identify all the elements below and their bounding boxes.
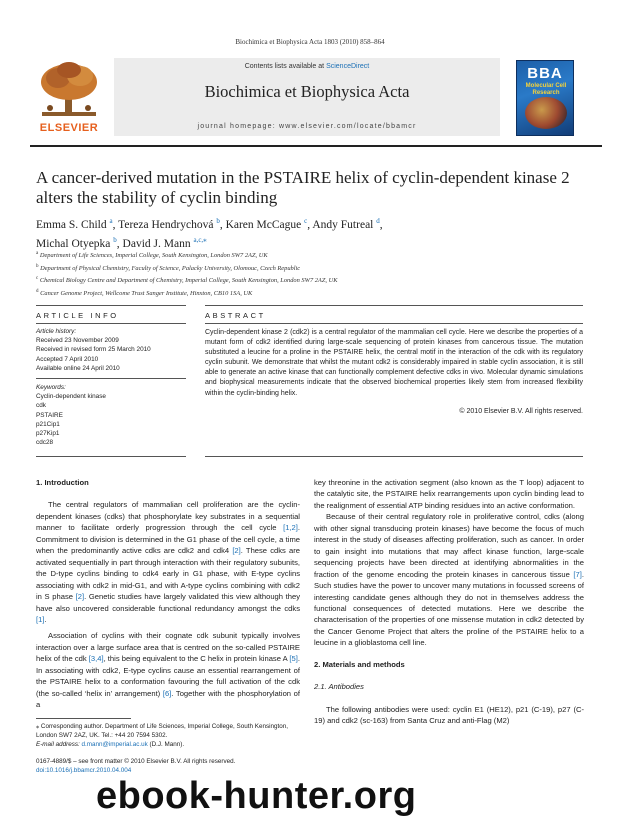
journal-title: Biochimica et Biophysica Acta (204, 82, 410, 101)
keyword[interactable]: p27Kip1 (36, 430, 60, 438)
methods-heading: 2. Materials and methods (314, 659, 405, 669)
citation-link[interactable]: [1] (36, 614, 45, 624)
history-item: Received in revised form 25 March 2010 (36, 346, 151, 354)
article-info-heading: ARTICLE INFO (36, 311, 119, 320)
cover-subtitle: Molecular Cell Research (525, 83, 567, 96)
citation-link[interactable]: [2] (75, 592, 85, 602)
keyword[interactable]: p21Cip1 (36, 420, 60, 428)
affiliation-list (36, 249, 596, 299)
contents-prefix: Contents lists available at (244, 63, 327, 70)
citation-link[interactable]: [5] (289, 654, 298, 664)
email-link[interactable]: d.mann@imperial.ac.uk (81, 740, 148, 748)
citation-link[interactable]: [2] (232, 546, 241, 556)
divider (36, 378, 186, 379)
divider (36, 323, 186, 324)
paragraph: Because of their central regulatory role in proliferative control, cdks (along with other signal transducing protein kinases) have become the focus of much interest in the study of diseases affecting proliferation, such as cancer. In order to gain insight into mutations that may affect kinase function, large-scale sequencing projects have been directed at identifying abnormalities in the fraction of the genome encoding the protein kinases in cancerous tissue [7]. Such studies have the power to uncover many mutations in focussed screens of interesting candidate genes although they do not in themselves address the functional consequences of detected mutations. Here we describe the characterisation of the properties of one missense mutation in cdk2 detected by the Cancer Genome Project that alters the proline of the PSTAIRE helix to a leucine in a glioblastoma cell line. (314, 512, 584, 648)
watermark: ebook-hunter.org (96, 775, 417, 817)
citation-link[interactable]: [3,4] (88, 654, 104, 664)
divider (205, 456, 583, 457)
abstract-copyright: © 2010 Elsevier B.V. All rights reserved. (459, 408, 583, 415)
cover-title: BBA (527, 65, 563, 82)
history-label: Article history: (36, 328, 77, 335)
citation-link[interactable]: [7] (573, 569, 582, 579)
keywords-label: Keywords: (36, 384, 66, 391)
introduction-heading: 1. Introduction (36, 478, 89, 487)
issn-line: 0167-4889/$ – see front matter © 2010 Elsevier B.V. All rights reserved. (36, 758, 236, 765)
paragraph: The following antibodies were used: cyclin E1 (HE12), p21 (C-19), p27 (C-19) and cdk2 (sc-163) from Santa Cruz and anti-Flag (M2) (314, 704, 584, 726)
elsevier-logo[interactable] (30, 58, 108, 136)
cover-image (525, 97, 567, 129)
keyword[interactable]: Cyclin-dependent kinase (36, 393, 106, 401)
right-column (314, 477, 584, 727)
affiliation: $^d$ Cancer Genome Project, Wellcome Trust Sanger Institute, Hinxton, CB10 1SA, UK (36, 288, 253, 297)
footnote-rule (36, 718, 131, 719)
affiliation: $^c$ Chemical Biology Centre and Department of Chemistry, Imperial College, South Kensington, London SW7 2AZ, UK (36, 276, 338, 285)
header-rule (30, 145, 602, 147)
abstract-heading: ABSTRACT (205, 311, 266, 320)
journal-cover[interactable] (516, 60, 574, 136)
publisher-name: ELSEVIER (39, 122, 99, 134)
author[interactable]: Tereza Hendrychová $^b$, (118, 217, 226, 231)
author[interactable]: Emma S. Child $^a$, (36, 217, 119, 231)
keywords (36, 383, 186, 447)
divider (205, 323, 583, 324)
author[interactable]: Andy Futreal $^d$, (312, 217, 383, 231)
author[interactable]: Michal Otyepka $^b$, (36, 235, 123, 250)
journal-header (30, 58, 602, 138)
paragraph: The central regulators of mammalian cell proliferation are the cyclin-dependent kinases (cdks) that phosphorylate key substrates in a sequential manner to facilitate orderly progression through the cell cycle [1,2]. Commitment to division is determined in the G1 phase of the cell cycle, a time when the predominantly active cdks are cdk2 and cdk4 [2]. These cdks are activated sequentially in part through interaction with their regulatory subunits, the D-type cyclins binding to cdk4 early in G1 phase, with E-type cyclins associating with cdk2 in mid-G1, and with A-type cyclins combining with cdk2 in S phase [2]. Genetic studies have largely validated this view although they have also uncovered considerable functional redundancy amongst the cdks [1]. (36, 500, 301, 624)
journal-homepage[interactable]: journal homepage: www.elsevier.com/locate/bbamcr (197, 123, 417, 130)
author[interactable]: David J. Mann $^{a,c,⁎}$ (122, 235, 207, 250)
left-column (36, 477, 300, 711)
keyword[interactable]: cdc28 (36, 439, 54, 447)
affiliation: $^b$ Department of Physical Chemistry, Faculty of Science, Palacky University, Olomouc, Czech Republic (36, 263, 301, 272)
citation-link[interactable]: [1,2] (283, 523, 298, 533)
abstract-text: Cyclin-dependent kinase 2 (cdk2) is a central regulator of the mammalian cell cycle. Here we describe the properties of a mutant form of cdk2 identified during large-scale sequencing of protein kinases from cancerous tissue. The mutation substituted a leucine for a proline in the PSTAIRE helix, the central motif in the interaction of the cdk with its regulatory cyclin subunit. We demonstrate that whilst the mutant cdk2 is considerably impaired in stable cyclin association, it is still able to generate an active kinase that can functionally complement defective cdks in vivo. Molecular dynamic simulations and biophysical measurements indicate that the observed biochemical properties likely stem from increased flexibility within the cyclin-binding helix. (205, 329, 583, 397)
divider (205, 305, 583, 306)
divider (36, 456, 186, 457)
elsevier-tree-icon (36, 60, 102, 118)
email-line: E-mail address: d.mann@imperial.ac.uk (D.J. Mann). (36, 740, 185, 748)
author[interactable]: Karen McCague $^c$, (225, 217, 313, 231)
contents-line (114, 63, 500, 70)
corresponding-author-note: ⁎ Corresponding author. Department of Life Sciences, Imperial College, South Kensington, London SW7 2AZ, UK. Tel.: +44 20 7594 5302. (36, 723, 289, 739)
keyword[interactable]: cdk (36, 402, 46, 410)
paragraph: key threonine in the activation segment (also known as the T loop) adjacent to the catalytic site, the PSTAIRE helix rearrangements upon cyclin binding lead to the realignment of essential ATP binding residues into an active conformation. (314, 478, 584, 510)
history-item: Received 23 November 2009 (36, 337, 119, 345)
journal-banner (114, 58, 500, 136)
history-item: Accepted 7 April 2010 (36, 355, 99, 363)
affiliation: $^a$ Department of Life Sciences, Imperial College, South Kensington, London SW7 2AZ, UK (36, 251, 268, 260)
keyword[interactable]: PSTAIRE (36, 411, 63, 419)
divider (36, 305, 186, 306)
antibodies-heading: 2.1. Antibodies (314, 682, 364, 692)
history-item: Available online 24 April 2010 (36, 364, 120, 372)
sciencedirect-link[interactable]: ScienceDirect (326, 63, 370, 70)
doi-link[interactable]: doi:10.1016/j.bbamcr.2010.04.004 (36, 766, 132, 774)
author-list (36, 214, 596, 252)
paragraph: Association of cyclins with their cognate cdk subunit typically involves interaction over a large surface area that is centred on the so-called PSTAIRE helix of the cdk [3,4], this being equivalent to the C helix in protein kinase A [5]. In associating with cdk2, E-type cyclins cause an essential rearrangement of the PSTAIRE helix to a conformation favouring the full activation of the cdk (the so-called ‘helix in’ arrangement) [6]. Together with the phosphorylation of a (36, 631, 300, 710)
footnote (36, 723, 300, 749)
front-matter (36, 758, 300, 776)
article-title: A cancer-derived mutation in the PSTAIRE helix of cyclin-dependent kinase 2 alters the stability of cyclin binding (36, 168, 570, 207)
citation-link[interactable]: [6] (162, 688, 172, 698)
running-head: Biochimica et Biophysica Acta 1803 (2010) 858–864 (235, 38, 385, 46)
article-history (36, 327, 186, 373)
